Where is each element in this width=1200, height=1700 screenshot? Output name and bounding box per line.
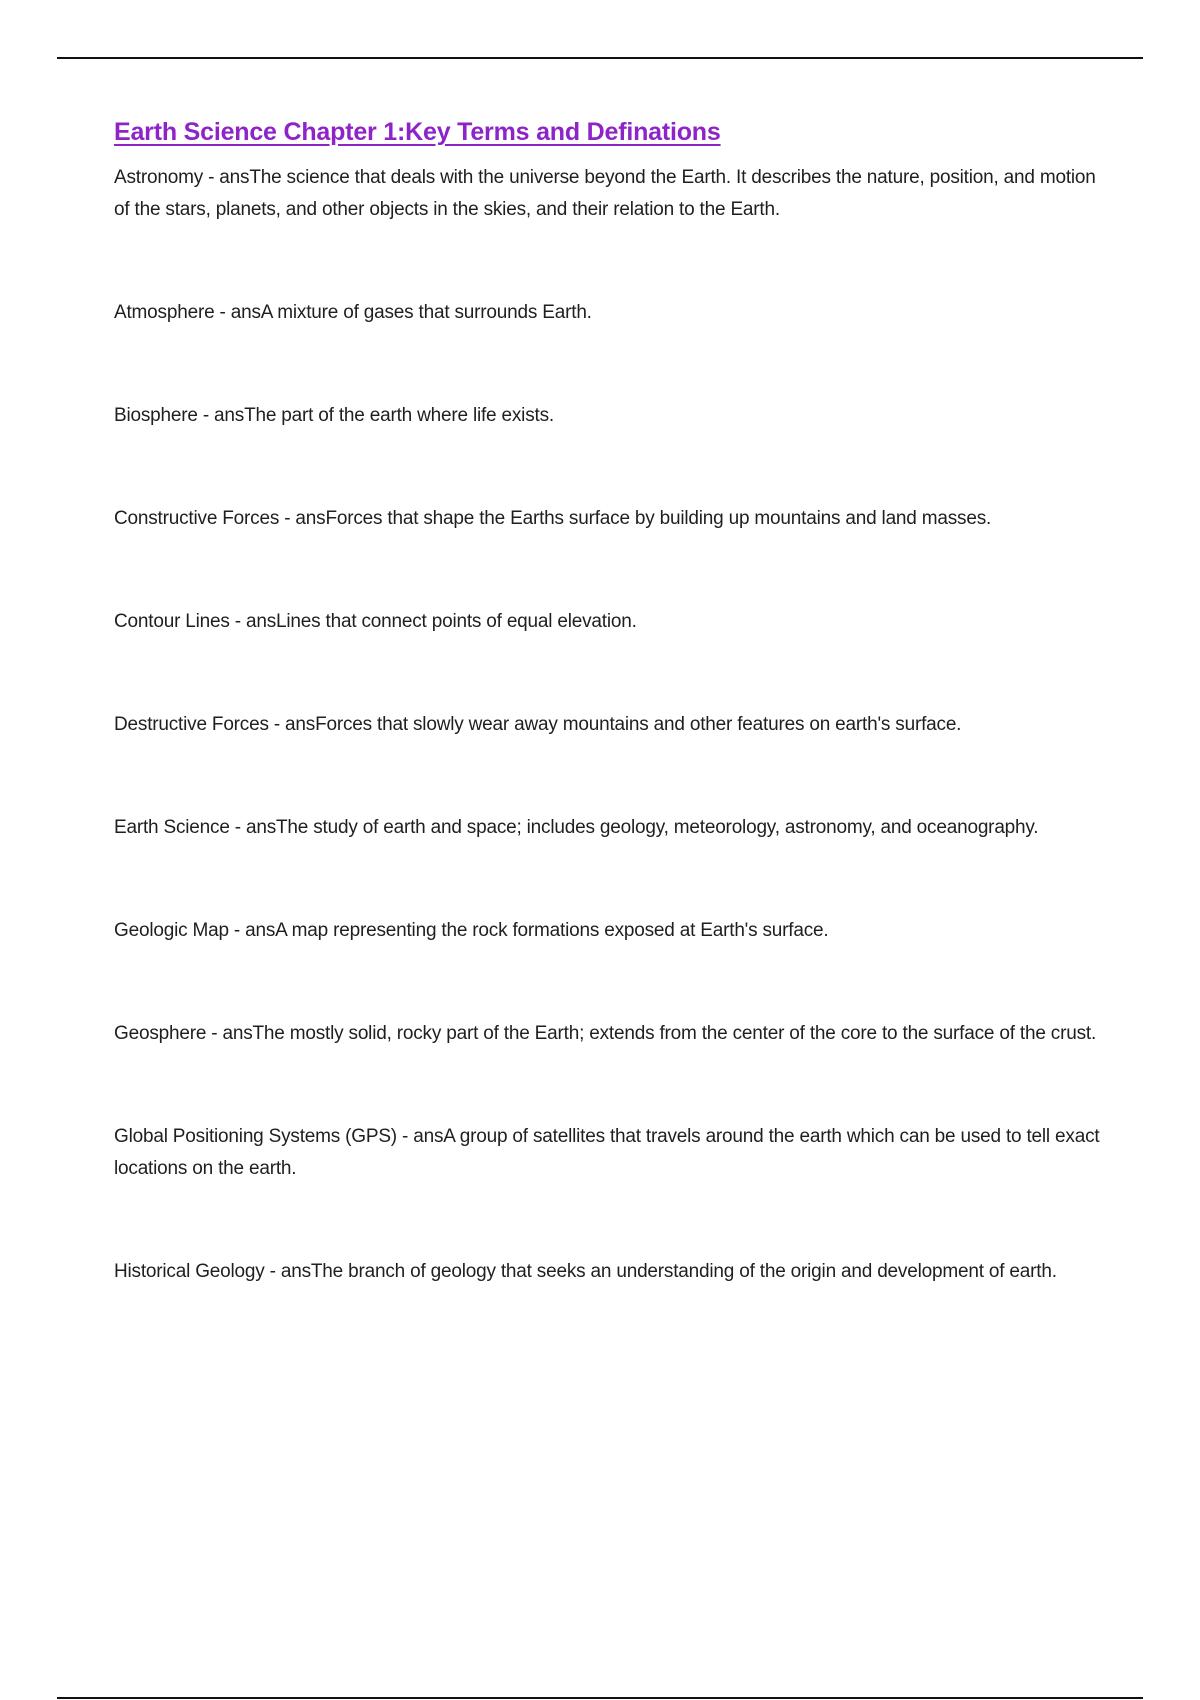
term-list: [114, 162, 1114, 1288]
term-entry: Geosphere - ansThe mostly solid, rocky part of the Earth; extends from the center of the core to the surface of the crust.: [114, 1023, 1097, 1044]
term-entry: Astronomy - ansThe science that deals with the universe beyond the Earth. It describes the nature, position, and motion of the stars, planets, and other objects in the skies, and their relation to the Earth.: [114, 167, 1096, 220]
term-entry: Earth Science - ansThe study of earth and space; includes geology, meteorology, astronomy, and oceanography.: [114, 817, 1039, 838]
term-entry: Contour Lines - ansLines that connect points of equal elevation.: [114, 611, 637, 632]
footer-rule: [57, 1697, 1143, 1699]
term-entry: Historical Geology - ansThe branch of geology that seeks an understanding of the origin and development of earth.: [114, 1261, 1057, 1282]
term-entry: Biosphere - ansThe part of the earth where life exists.: [114, 405, 554, 426]
term-entry: Constructive Forces - ansForces that shape the Earths surface by building up mountains and land masses.: [114, 508, 992, 529]
term-entry: Atmosphere - ansA mixture of gases that surrounds Earth.: [114, 302, 592, 323]
term-entry: Destructive Forces - ansForces that slowly wear away mountains and other features on earth's surface.: [114, 714, 962, 735]
header-rule: [57, 57, 1143, 59]
document-title: Earth Science Chapter 1:Key Terms and Definations: [114, 118, 721, 146]
term-entry: Geologic Map - ansA map representing the rock formations exposed at Earth's surface.: [114, 920, 829, 941]
document-body: [114, 110, 1114, 1359]
term-entry: Global Positioning Systems (GPS) - ansA group of satellites that travels around the earth which can be used to tell exact locations on the earth.: [114, 1126, 1100, 1179]
